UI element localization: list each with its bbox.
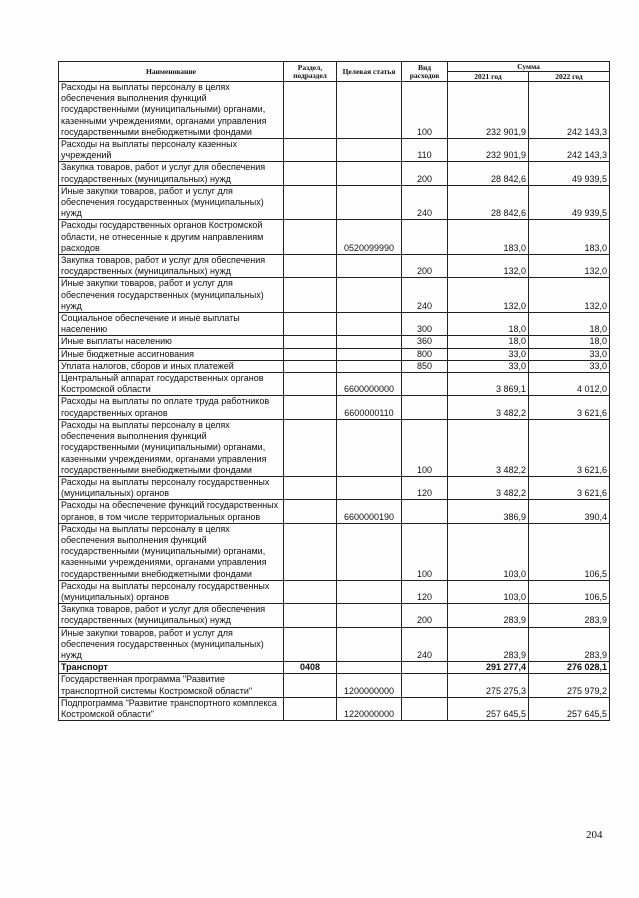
cell-target: 6600000190 [337, 500, 402, 523]
cell-type: 300 [402, 313, 448, 336]
header-section: Раздел, подраздел [284, 62, 337, 82]
cell-type: 240 [402, 278, 448, 313]
cell-name: Расходы на выплаты персоналу государственных (муниципальных) органов [59, 580, 284, 603]
cell-2021: 3 482,2 [448, 419, 529, 476]
cell-type: 100 [402, 419, 448, 476]
cell-target [337, 662, 402, 674]
cell-2022: 106,5 [529, 523, 610, 580]
cell-type [402, 373, 448, 396]
table-row [59, 523, 610, 580]
cell-2022: 49 939,5 [529, 162, 610, 185]
cell-name: Социальное обеспечение и иные выплаты населению [59, 313, 284, 336]
table-row [59, 373, 610, 396]
cell-target: 6600000000 [337, 373, 402, 396]
cell-type [402, 697, 448, 720]
cell-type [402, 396, 448, 419]
cell-name: Расходы на выплаты по оплате труда работников государственных органов [59, 396, 284, 419]
cell-2021: 18,0 [448, 336, 529, 348]
cell-target [337, 162, 402, 185]
cell-section [284, 139, 337, 162]
cell-type [402, 500, 448, 523]
cell-name: Расходы на обеспечение функций государственных органов, в том числе территориальных органов [59, 500, 284, 523]
table-row [59, 162, 610, 185]
table-row [59, 313, 610, 336]
cell-2022: 4 012,0 [529, 373, 610, 396]
cell-2021: 18,0 [448, 313, 529, 336]
cell-type: 100 [402, 523, 448, 580]
cell-type: 850 [402, 360, 448, 372]
table-row [59, 419, 610, 476]
table-row [59, 604, 610, 627]
cell-2022: 49 939,5 [529, 185, 610, 220]
cell-type: 120 [402, 476, 448, 499]
header-year-2021: 2021 год [448, 72, 529, 82]
cell-name: Расходы на выплаты персоналу в целях обеспечения выполнения функций государственными (муниципальными) органами, казенными учреждениями, органами управления государственными внебюджетными фондами [59, 82, 284, 139]
cell-section [284, 627, 337, 662]
cell-2022: 33,0 [529, 348, 610, 360]
cell-target [337, 580, 402, 603]
cell-target: 1200000000 [337, 674, 402, 697]
cell-2022: 257 645,5 [529, 697, 610, 720]
cell-name: Иные закупки товаров, работ и услуг для обеспечения государственных (муниципальных) нужд [59, 278, 284, 313]
cell-section [284, 476, 337, 499]
cell-type: 200 [402, 604, 448, 627]
cell-target [337, 348, 402, 360]
table-row [59, 662, 610, 674]
cell-2021: 3 482,2 [448, 396, 529, 419]
cell-2022: 132,0 [529, 255, 610, 278]
cell-type: 110 [402, 139, 448, 162]
cell-target: 6600000110 [337, 396, 402, 419]
cell-section [284, 255, 337, 278]
cell-section [284, 278, 337, 313]
cell-2021: 275 275,3 [448, 674, 529, 697]
cell-section [284, 674, 337, 697]
cell-name: Транспорт [59, 662, 284, 674]
cell-section [284, 162, 337, 185]
table-row [59, 82, 610, 139]
header-sum: Сумма [448, 62, 610, 72]
table-row [59, 220, 610, 255]
cell-type: 240 [402, 627, 448, 662]
cell-target [337, 523, 402, 580]
cell-name: Центральный аппарат государственных органов Костромской области [59, 373, 284, 396]
table-header [59, 62, 610, 82]
table-row [59, 278, 610, 313]
cell-section [284, 580, 337, 603]
header-type: Вид расходов [402, 62, 448, 82]
cell-type: 100 [402, 82, 448, 139]
cell-type: 200 [402, 162, 448, 185]
table-row [59, 674, 610, 697]
cell-section [284, 360, 337, 372]
cell-2021: 3 869,1 [448, 373, 529, 396]
cell-name: Расходы государственных органов Костромской области, не отнесенные к другим направлениям расходов [59, 220, 284, 255]
cell-2021: 33,0 [448, 348, 529, 360]
cell-section [284, 336, 337, 348]
table-row [59, 348, 610, 360]
cell-section [284, 697, 337, 720]
table-row [59, 500, 610, 523]
cell-section [284, 500, 337, 523]
table-row [59, 255, 610, 278]
budget-table [58, 61, 610, 721]
cell-2021: 103,0 [448, 580, 529, 603]
cell-2022: 3 621,6 [529, 419, 610, 476]
table-row [59, 360, 610, 372]
cell-name: Расходы на выплаты персоналу в целях обеспечения выполнения функций государственными (муниципальными) органами, казенными учреждениями, органами управления государственными внебюджетными фондами [59, 523, 284, 580]
cell-section [284, 373, 337, 396]
cell-2022: 33,0 [529, 360, 610, 372]
cell-target [337, 360, 402, 372]
table-row [59, 627, 610, 662]
cell-target [337, 185, 402, 220]
cell-2021: 103,0 [448, 523, 529, 580]
cell-2021: 257 645,5 [448, 697, 529, 720]
cell-target [337, 476, 402, 499]
cell-name: Расходы на выплаты персоналу в целях обеспечения выполнения функций государственными (муниципальными) органами, казенными учреждениями, органами управления государственными внебюджетными фондами [59, 419, 284, 476]
table-row [59, 697, 610, 720]
table-row [59, 476, 610, 499]
cell-2021: 33,0 [448, 360, 529, 372]
table-row [59, 139, 610, 162]
cell-section: 0408 [284, 662, 337, 674]
cell-section [284, 604, 337, 627]
cell-name: Государственная программа "Развитие транспортной системы Костромской области" [59, 674, 284, 697]
cell-section [284, 220, 337, 255]
cell-2021: 3 482,2 [448, 476, 529, 499]
cell-name: Закупка товаров, работ и услуг для обеспечения государственных (муниципальных) нужд [59, 604, 284, 627]
cell-target [337, 627, 402, 662]
cell-2021: 232 901,9 [448, 82, 529, 139]
cell-name: Уплата налогов, сборов и иных платежей [59, 360, 284, 372]
table-row [59, 185, 610, 220]
cell-type: 360 [402, 336, 448, 348]
header-name: Наименование [59, 62, 284, 82]
cell-2022: 18,0 [529, 313, 610, 336]
cell-name: Закупка товаров, работ и услуг для обеспечения государственных (муниципальных) нужд [59, 255, 284, 278]
cell-name: Иные закупки товаров, работ и услуг для обеспечения государственных (муниципальных) нужд [59, 185, 284, 220]
cell-2022: 183,0 [529, 220, 610, 255]
cell-name: Иные закупки товаров, работ и услуг для обеспечения государственных (муниципальных) нужд [59, 627, 284, 662]
table-row [59, 336, 610, 348]
table-row [59, 580, 610, 603]
cell-2021: 132,0 [448, 255, 529, 278]
cell-2022: 3 621,6 [529, 476, 610, 499]
cell-section [284, 419, 337, 476]
cell-name: Иные выплаты населению [59, 336, 284, 348]
header-year-2022: 2022 год [529, 72, 610, 82]
cell-section [284, 313, 337, 336]
cell-2022: 242 143,3 [529, 82, 610, 139]
cell-2022: 283,9 [529, 604, 610, 627]
cell-target: 0520099990 [337, 220, 402, 255]
cell-type [402, 662, 448, 674]
cell-section [284, 396, 337, 419]
page-number: 204 [586, 829, 603, 841]
cell-2022: 242 143,3 [529, 139, 610, 162]
cell-type: 240 [402, 185, 448, 220]
cell-target [337, 278, 402, 313]
cell-name: Расходы на выплаты персоналу казенных учреждений [59, 139, 284, 162]
cell-2022: 390,4 [529, 500, 610, 523]
cell-2021: 28 842,6 [448, 162, 529, 185]
cell-section [284, 185, 337, 220]
cell-2021: 28 842,6 [448, 185, 529, 220]
cell-name: Расходы на выплаты персоналу государственных (муниципальных) органов [59, 476, 284, 499]
cell-2022: 3 621,6 [529, 396, 610, 419]
cell-2022: 18,0 [529, 336, 610, 348]
cell-type: 800 [402, 348, 448, 360]
header-target: Целевая статья [337, 62, 402, 82]
cell-target [337, 255, 402, 278]
cell-type [402, 674, 448, 697]
cell-target [337, 82, 402, 139]
cell-2021: 291 277,4 [448, 662, 529, 674]
cell-target [337, 336, 402, 348]
cell-section [284, 348, 337, 360]
cell-name: Иные бюджетные ассигнования [59, 348, 284, 360]
cell-section [284, 82, 337, 139]
cell-2022: 132,0 [529, 278, 610, 313]
cell-2022: 275 979,2 [529, 674, 610, 697]
cell-target [337, 313, 402, 336]
cell-name: Подпрограмма "Развитие транспортного комплекса Костромской области" [59, 697, 284, 720]
cell-target: 1220000000 [337, 697, 402, 720]
cell-target [337, 419, 402, 476]
cell-2021: 132,0 [448, 278, 529, 313]
cell-2021: 232 901,9 [448, 139, 529, 162]
cell-type: 200 [402, 255, 448, 278]
cell-2021: 183,0 [448, 220, 529, 255]
cell-2022: 106,5 [529, 580, 610, 603]
cell-type: 120 [402, 580, 448, 603]
cell-2022: 276 028,1 [529, 662, 610, 674]
cell-target [337, 139, 402, 162]
cell-2021: 283,9 [448, 604, 529, 627]
table-row [59, 396, 610, 419]
cell-type [402, 220, 448, 255]
cell-2022: 283,9 [529, 627, 610, 662]
cell-section [284, 523, 337, 580]
cell-name: Закупка товаров, работ и услуг для обеспечения государственных (муниципальных) нужд [59, 162, 284, 185]
cell-target [337, 604, 402, 627]
cell-2021: 283,9 [448, 627, 529, 662]
table-body [59, 82, 610, 721]
cell-2021: 386,9 [448, 500, 529, 523]
